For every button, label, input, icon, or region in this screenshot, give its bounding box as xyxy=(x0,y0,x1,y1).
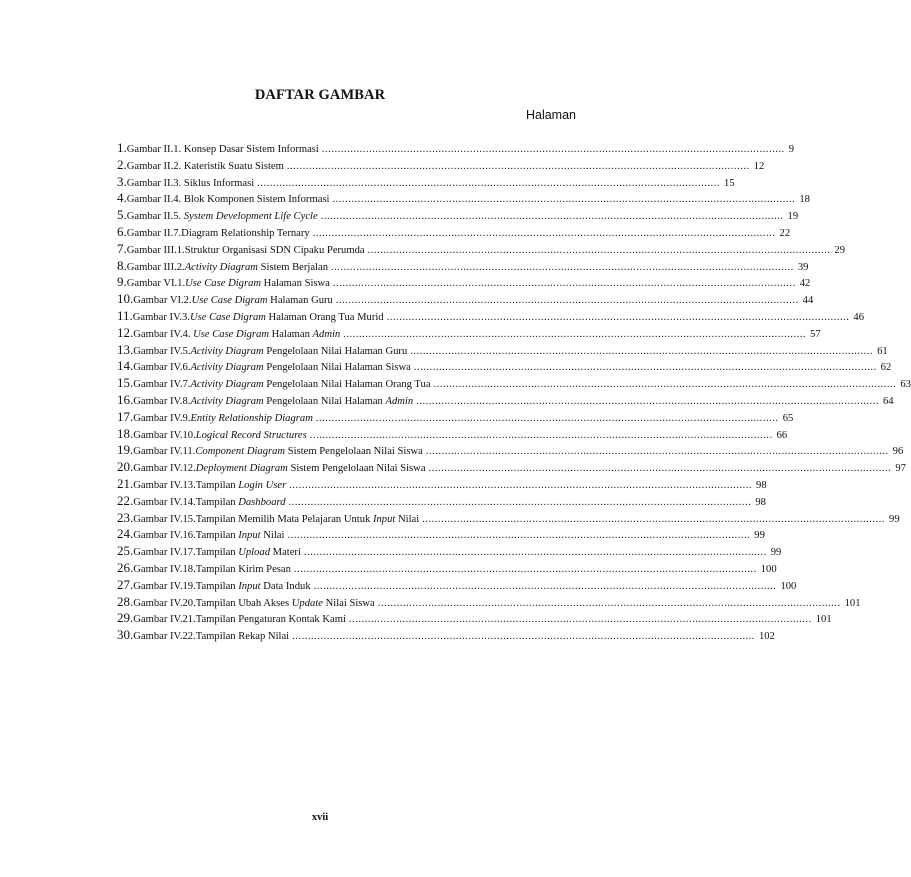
figure-page-number: 12 xyxy=(753,160,765,172)
figure-list-item xyxy=(117,425,788,443)
caption-text: Halaman Guru xyxy=(267,295,333,307)
caption-text: Gambar IV.12. xyxy=(133,463,196,475)
figure-list-item xyxy=(117,207,799,224)
dot-leader xyxy=(321,209,784,226)
caption-text: Nilai Siswa xyxy=(322,597,375,609)
caption-text: Gambar IV.20.Tampilan Ubah Akses xyxy=(133,597,292,609)
figure-number: 24. xyxy=(117,526,134,542)
figure-list-item xyxy=(117,358,892,375)
figure-list-item xyxy=(117,341,888,359)
caption-text: Gambar VI.2. xyxy=(133,295,192,307)
figure-caption xyxy=(133,461,425,478)
figure-number: 9. xyxy=(117,274,127,290)
caption-text: Gambar VI.1. xyxy=(126,278,186,290)
figure-number: 15. xyxy=(117,375,134,391)
figure-caption xyxy=(133,579,310,596)
dot-leader xyxy=(426,444,889,461)
figure-list-item xyxy=(117,492,766,510)
figure-page-number: 42 xyxy=(799,278,811,290)
dot-leader xyxy=(294,562,757,579)
figure-caption xyxy=(133,596,375,613)
figure-number: 1. xyxy=(117,140,127,155)
caption-italic-term: Input xyxy=(238,580,261,592)
figure-page-number: 62 xyxy=(880,362,892,374)
figure-list xyxy=(117,140,911,644)
dot-leader xyxy=(332,192,795,209)
figure-list-item xyxy=(117,240,846,258)
figure-number: 25. xyxy=(117,543,134,559)
caption-text: Gambar III.1.Struktur Organisasi SDN Cipaku Perumda xyxy=(126,244,365,256)
dot-leader xyxy=(257,176,720,193)
caption-text: Gambar IV.16.Tampilan xyxy=(133,530,239,542)
figure-number: 5. xyxy=(117,207,127,223)
caption-text: Gambar II.2. Kateristik Suatu Sistem xyxy=(126,160,284,172)
caption-text: Gambar IV.19.Tampilan xyxy=(133,580,239,592)
dot-leader xyxy=(314,579,777,596)
dot-leader xyxy=(289,478,752,495)
caption-text: Gambar IV.21.Tampilan Pengaturan Kontak Kami xyxy=(133,614,346,626)
caption-italic-term: Use Case Digram xyxy=(193,328,269,340)
figure-caption xyxy=(133,444,423,461)
caption-text: Gambar IV.7. xyxy=(133,379,191,391)
caption-italic-term: Use Case Digram xyxy=(191,295,268,307)
caption-italic-term: Activity Diagram xyxy=(190,345,264,357)
caption-text: Gambar IV.9. xyxy=(133,412,191,424)
figure-number: 21. xyxy=(117,475,134,491)
dot-leader xyxy=(368,243,831,260)
figure-caption xyxy=(133,512,419,529)
figure-caption xyxy=(133,428,307,445)
figure-caption xyxy=(133,344,407,361)
caption-italic-term: Activity Diagram xyxy=(184,261,258,273)
caption-italic-term: Logical Record Structures xyxy=(195,429,307,441)
figure-number: 2. xyxy=(117,156,127,172)
caption-italic-term: Use Case Digram xyxy=(189,311,266,323)
caption-text: Gambar II.3. Siklus Informasi xyxy=(126,177,255,189)
caption-text: Gambar IV.4. xyxy=(133,328,194,340)
figure-number: 30. xyxy=(117,627,134,643)
figure-list-item xyxy=(117,291,814,308)
figure-list-item xyxy=(117,391,894,409)
figure-page-number: 66 xyxy=(776,429,788,441)
figure-page-number: 100 xyxy=(760,563,777,575)
figure-caption xyxy=(133,478,286,495)
figure-caption xyxy=(133,360,411,377)
figure-number: 8. xyxy=(117,257,127,273)
caption-text: Gambar IV.17.Tampilan xyxy=(133,547,239,559)
figure-list-item xyxy=(117,475,767,493)
figure-number: 20. xyxy=(117,459,134,475)
footer-page-number: xvii xyxy=(311,812,329,823)
dot-leader xyxy=(316,411,779,428)
page-title: DAFTAR GAMBAR xyxy=(254,87,386,103)
figure-list-item xyxy=(117,509,900,527)
caption-text: Pengelolaan Nilai Halaman Siswa xyxy=(263,362,411,374)
dot-leader xyxy=(410,344,873,361)
caption-italic-term: Activity Diagram xyxy=(190,395,264,407)
caption-italic-term: Admin xyxy=(312,328,341,340)
caption-text: Gambar II.1. Konsep Dasar Sistem Informasi xyxy=(126,144,319,155)
caption-italic-term: Component Diagram xyxy=(195,446,286,458)
caption-text: Gambar IV.14.Tampilan xyxy=(133,496,239,508)
figure-caption xyxy=(127,226,310,243)
figure-caption xyxy=(127,209,318,226)
caption-text: Sistem Pengelolaan Nilai Siswa xyxy=(287,463,426,475)
caption-italic-term: Deployment Diagram xyxy=(195,463,288,475)
dot-leader xyxy=(322,142,785,159)
figure-number: 18. xyxy=(117,425,134,441)
caption-italic-term: Activity Diagram xyxy=(190,362,264,374)
figure-page-number: 98 xyxy=(755,496,766,508)
figure-list-item xyxy=(117,156,765,174)
figure-caption xyxy=(133,545,301,562)
caption-text: Materi xyxy=(270,547,301,559)
figure-list-item xyxy=(117,190,810,207)
figure-caption xyxy=(127,159,284,176)
figure-number: 16. xyxy=(117,391,134,407)
figure-number: 23. xyxy=(117,509,134,525)
caption-italic-term: Dashboard xyxy=(238,496,286,508)
figure-list-item xyxy=(117,627,775,644)
caption-text: Gambar IV.10. xyxy=(133,429,196,441)
figure-page-number: 99 xyxy=(889,513,900,525)
figure-caption xyxy=(127,176,254,193)
figure-number: 22. xyxy=(117,492,134,508)
caption-text: Pengelolaan Nilai Halaman Guru xyxy=(263,345,408,357)
figure-list-item xyxy=(117,526,765,543)
figure-page-number: 102 xyxy=(758,631,775,643)
figure-list-item xyxy=(117,307,865,325)
figure-list-item xyxy=(117,257,809,275)
caption-text: Gambar IV.22.Tampilan Rekap Nilai xyxy=(133,631,290,643)
dot-leader xyxy=(304,545,767,562)
caption-text: Sistem Berjalan xyxy=(257,261,328,273)
dot-leader xyxy=(313,226,776,243)
figure-page-number: 22 xyxy=(779,227,791,239)
figure-caption xyxy=(127,243,365,260)
figure-list-item xyxy=(117,375,911,392)
figure-page-number: 98 xyxy=(756,479,767,491)
figure-list-item xyxy=(117,610,832,627)
figure-number: 10. xyxy=(117,291,134,307)
figure-list-item xyxy=(117,274,811,291)
dot-leader xyxy=(387,310,850,327)
figure-number: 6. xyxy=(117,223,127,239)
dot-leader xyxy=(414,360,877,377)
dot-leader xyxy=(378,596,841,613)
figure-caption xyxy=(127,192,330,209)
figure-list-item xyxy=(117,576,797,594)
caption-text: Gambar IV.3. xyxy=(132,311,190,323)
figure-list-item xyxy=(117,442,904,459)
caption-text: Gambar IV.8. xyxy=(133,395,191,407)
figure-page-number: 15 xyxy=(723,177,735,189)
caption-text: Gambar IV.13.Tampilan xyxy=(133,479,239,491)
dot-leader xyxy=(333,276,796,293)
figure-caption xyxy=(133,310,384,327)
caption-italic-term: Entity Relationship Diagram xyxy=(190,412,313,424)
figure-list-item xyxy=(117,173,735,191)
dot-leader xyxy=(422,512,885,529)
figure-caption xyxy=(133,629,289,646)
dot-leader xyxy=(349,612,812,629)
caption-text: Halaman Orang Tua Murid xyxy=(265,311,384,323)
figure-caption xyxy=(133,562,291,579)
figure-list-item xyxy=(117,408,794,426)
caption-text: Gambar IV.5. xyxy=(133,345,191,357)
caption-text: Gambar IV.18.Tampilan Kirim Pesan xyxy=(133,563,291,575)
caption-text: Gambar II.5. xyxy=(126,211,184,223)
dot-leader xyxy=(416,394,879,411)
figure-number: 28. xyxy=(117,593,134,609)
figure-page-number: 29 xyxy=(834,244,846,256)
caption-text: Gambar IV.11. xyxy=(133,446,196,458)
figure-caption xyxy=(133,377,430,394)
figure-caption xyxy=(133,327,340,344)
caption-text: Gambar II.4. Blok Komponen Sistem Informasi xyxy=(126,194,330,206)
dot-leader xyxy=(287,159,750,176)
figure-page-number: 101 xyxy=(815,614,832,626)
caption-text: Sistem Pengelolaan Nilai Siswa xyxy=(285,446,423,458)
figure-caption xyxy=(133,293,333,310)
caption-italic-term: Activity Diagram xyxy=(190,379,264,391)
figure-list-item xyxy=(117,559,777,577)
caption-text: Gambar IV.6. xyxy=(133,362,191,374)
dot-leader xyxy=(434,377,897,394)
figure-number: 27. xyxy=(117,576,134,592)
figure-number: 4. xyxy=(117,190,127,206)
figure-page-number: 63 xyxy=(900,379,911,391)
figure-list-item xyxy=(117,459,906,476)
caption-text: Gambar II.7.Diagram Relationship Ternary xyxy=(126,227,310,239)
figure-page-number: 61 xyxy=(877,345,888,357)
caption-italic-term: Input xyxy=(372,513,396,525)
figure-page-number: 46 xyxy=(853,311,865,323)
caption-italic-term: Login User xyxy=(238,479,287,491)
figure-list-item xyxy=(117,223,791,241)
figure-page-number: 96 xyxy=(892,446,904,458)
caption-text: Halaman Siswa xyxy=(261,278,330,290)
figure-caption xyxy=(133,411,313,428)
figure-number: 26. xyxy=(117,559,134,575)
figure-list-item xyxy=(117,543,782,560)
figure-number: 12. xyxy=(117,324,134,340)
dot-leader xyxy=(310,428,773,445)
figure-list-item xyxy=(117,140,794,157)
caption-italic-term: Input xyxy=(238,530,261,542)
caption-italic-term: Use Case Digram xyxy=(185,278,262,290)
figure-caption xyxy=(133,528,284,545)
caption-text: Gambar IV.15.Tampilan Memilih Mata Pelajaran Untuk xyxy=(133,513,373,525)
figure-number: 13. xyxy=(117,341,134,357)
dot-leader xyxy=(331,260,794,277)
caption-text: Pengelolaan Nilai Halaman Orang Tua xyxy=(263,379,431,391)
figure-page-number: 9 xyxy=(788,144,794,155)
dot-leader xyxy=(336,293,799,310)
figure-number: 7. xyxy=(117,240,127,256)
caption-text: Halaman xyxy=(269,328,313,340)
dot-leader xyxy=(289,495,752,512)
caption-text: Gambar III.2. xyxy=(126,261,185,273)
figure-page-number: 19 xyxy=(787,211,799,223)
figure-page-number: 39 xyxy=(797,261,809,273)
caption-italic-term: System Development Life Cycle xyxy=(183,211,318,223)
caption-text: Data Induk xyxy=(260,580,311,592)
figure-number: 3. xyxy=(117,173,127,189)
caption-text: Pengelolaan Nilai Halaman xyxy=(263,395,386,407)
figure-caption xyxy=(127,142,319,159)
figure-caption xyxy=(127,260,328,277)
figure-page-number: 57 xyxy=(810,328,821,340)
figure-caption xyxy=(133,394,413,411)
dot-leader xyxy=(287,528,750,545)
figure-page-number: 18 xyxy=(799,194,810,206)
figure-number: 29. xyxy=(117,610,134,626)
figure-number: 14. xyxy=(117,358,134,374)
figure-page-number: 64 xyxy=(883,395,894,407)
figure-page-number: 99 xyxy=(770,547,782,559)
figure-page-number: 99 xyxy=(754,530,765,542)
caption-italic-term: Admin xyxy=(385,395,414,407)
figure-caption xyxy=(133,495,285,512)
dot-leader xyxy=(429,461,892,478)
figure-number: 19. xyxy=(117,442,134,458)
caption-italic-term: Update xyxy=(291,597,323,609)
figure-page-number: 65 xyxy=(782,412,794,424)
figure-caption xyxy=(133,612,346,629)
figure-page-number: 44 xyxy=(802,295,814,307)
dot-leader xyxy=(292,629,755,646)
caption-text: Nilai xyxy=(260,530,285,542)
caption-text: Nilai xyxy=(395,513,420,525)
figure-list-item xyxy=(117,593,861,611)
page-column-label: Halaman xyxy=(525,108,576,122)
figure-caption xyxy=(127,276,330,293)
figure-page-number: 100 xyxy=(780,580,797,592)
figure-page-number: 97 xyxy=(895,463,906,475)
figure-list-item xyxy=(117,324,821,342)
figure-page-number: 101 xyxy=(844,597,861,609)
caption-italic-term: Upload xyxy=(238,547,271,559)
figure-number: 11. xyxy=(117,307,133,323)
figure-number: 17. xyxy=(117,408,134,424)
dot-leader xyxy=(343,327,806,344)
